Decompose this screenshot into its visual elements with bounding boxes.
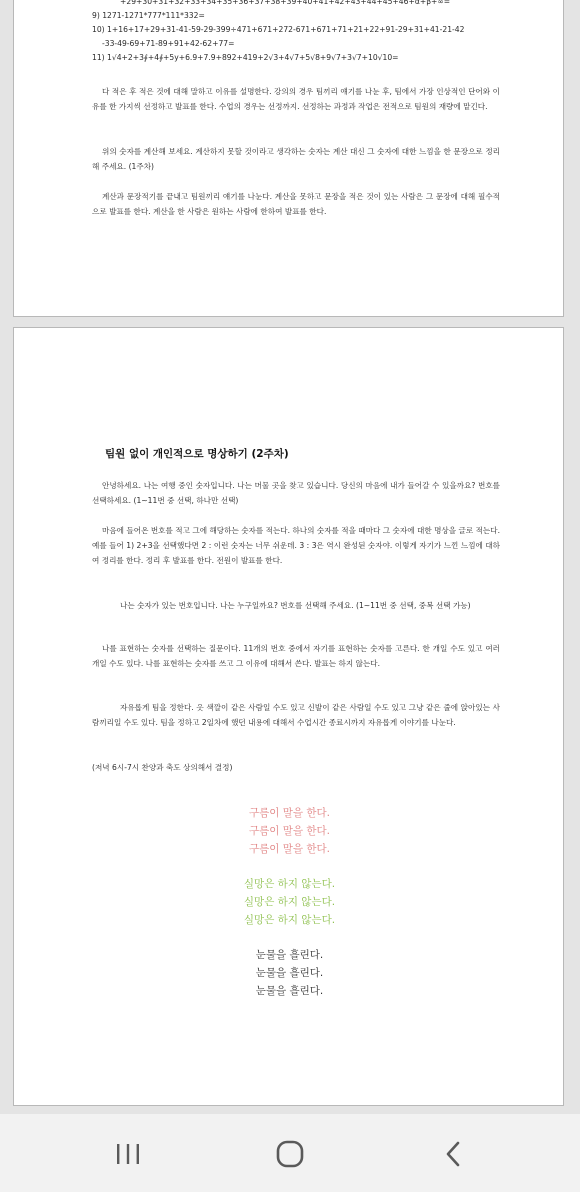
math-line: +29+30+31+32+33+34+35+36+37+38+39+40+41+42+43+44+45+46+α+β+∞=	[120, 0, 451, 6]
text-block	[92, 189, 500, 219]
poem-line: 구름이 말을 한다.	[248, 807, 330, 819]
text-block	[92, 523, 500, 568]
poem-line: 실망은 하지 않는다.	[243, 896, 336, 908]
paragraph: 계산과 문장적기를 끝내고 팀원끼리 얘기를 나눈다. 계산을 못하고 문장을 적은 것이 있는 사람은 그 문장에 대해 필수적으로 발표를 한다. 계산을 한 사람은 원하는 사람에 한하여 발표를 한다.	[92, 192, 500, 216]
math-line: -33-49-69+71-89+91+42-62+77=	[102, 39, 235, 48]
text-block	[92, 700, 500, 730]
paragraph: 자유롭게 팀을 정한다. 옷 색깔이 같은 사람일 수도 있고 신발이 같은 사람일 수도 있고 그냥 같은 줄에 앉아있는 사람끼리일 수도 있다. 팀을 정하고 2일차에 했던 내용에 대해서 수업시간 종료시까지 자유롭게 이야기를 나눈다.	[92, 703, 500, 727]
poem-stanza-pink	[14, 804, 564, 858]
poem-line: 눈물을 흘린다.	[255, 985, 324, 997]
math-lines	[92, 0, 500, 65]
recent-apps-icon	[115, 1142, 141, 1166]
back-icon	[443, 1140, 463, 1168]
paragraph: 마음에 들어온 번호를 적고 그에 해당하는 숫자를 적는다. 하나의 숫자를 적을 때마다 그 숫자에 대한 명상을 글로 적는다. 예를 들어 1) 2+3을 선택했다면 2 : 이런 숫자는 너무 쉬운데. 3 : 3은 역시 완성된 숫자야. 이렇게 자기가 느낀 느낌에 대하여 정리를 한다. 정리 후 발표를 한다. 전원이 발표를 한다.	[92, 526, 500, 565]
poem-line: 실망은 하지 않는다.	[243, 878, 336, 890]
text-block	[92, 84, 500, 114]
text-block	[92, 478, 500, 508]
text-block	[92, 598, 500, 613]
poem-line: 구름이 말을 한다.	[248, 843, 330, 855]
poem-line: 실망은 하지 않는다.	[243, 914, 336, 926]
text-block	[92, 641, 500, 671]
paragraph: 나는 숫자가 있는 번호입니다. 나는 누구일까요? 번호를 선택해 주세요. (1~11번 중 선택, 중복 선택 가능)	[120, 601, 471, 610]
paragraph: 안녕하세요. 나는 여행 중인 숫자입니다. 나는 머물 곳을 찾고 있습니다. 당신의 마음에 내가 들어갈 수 있을까요? 번호를 선택하세요. (1~11번 중 선택, 하나만 선택)	[92, 481, 500, 505]
home-icon	[275, 1139, 305, 1169]
home-button[interactable]	[260, 1134, 320, 1174]
math-line: 11) 1√4+2+3∮+4∮+5y+6.9+7.9+892+419+2√3+4√7+5√8+9√7+3√7+10√10=	[92, 53, 399, 62]
section-heading: 팀원 없이 개인적으로 명상하기 (2주차)	[105, 448, 289, 460]
paragraph: 위의 숫자를 계산해 보세요. 계산하지 못할 것이라고 생각하는 숫자는 계산 대신 그 숫자에 대한 느낌을 한 문장으로 정리해 주세요. (1주차)	[92, 147, 500, 171]
math-line: 10) 1+16+17+29+31-41-59-29-399÷471+671+272-671+671+71+21+22+91-29+31+41-21-42	[92, 25, 465, 34]
back-button[interactable]	[423, 1134, 483, 1174]
paragraph: 나를 표현하는 숫자를 선택하는 질문이다. 11개의 번호 중에서 자기를 표현하는 숫자를 고른다. 한 개일 수도 있고 여러 개일 수도 있다. 나를 표현하는 숫자를 쓰고 그 이유에 대해서 쓴다. 발표는 하지 않는다.	[92, 644, 500, 668]
system-navigation-bar	[0, 1114, 580, 1192]
paragraph: 다 적은 후 적은 것에 대해 말하고 이유를 설명한다. 강의의 경우 팀끼리 얘기를 나눈 후, 팀에서 가장 인상적인 단어와 이유를 한 가지씩 선정하고 발표를 한다. 수업의 경우는 선정까지. 선정하는 과정과 작업은 전적으로 팀원의 재량에 맡긴다.	[92, 87, 500, 111]
document-page-2	[13, 327, 564, 1106]
note-paragraph: (저녁 6시-7시 찬양과 축도 상의해서 결정)	[92, 763, 233, 772]
poem-stanza-green	[14, 875, 564, 929]
recent-apps-button[interactable]	[98, 1134, 158, 1174]
text-block	[92, 760, 500, 775]
poem-line: 눈물을 흘린다.	[255, 967, 324, 979]
poem-line: 눈물을 흘린다.	[255, 949, 324, 961]
math-line: 9) 1271-1271*777*111*332=	[92, 11, 205, 20]
document-page-1	[13, 0, 564, 317]
poem-stanza-dark	[14, 946, 564, 1000]
poem-line: 구름이 말을 한다.	[248, 825, 330, 837]
text-block	[92, 144, 500, 174]
